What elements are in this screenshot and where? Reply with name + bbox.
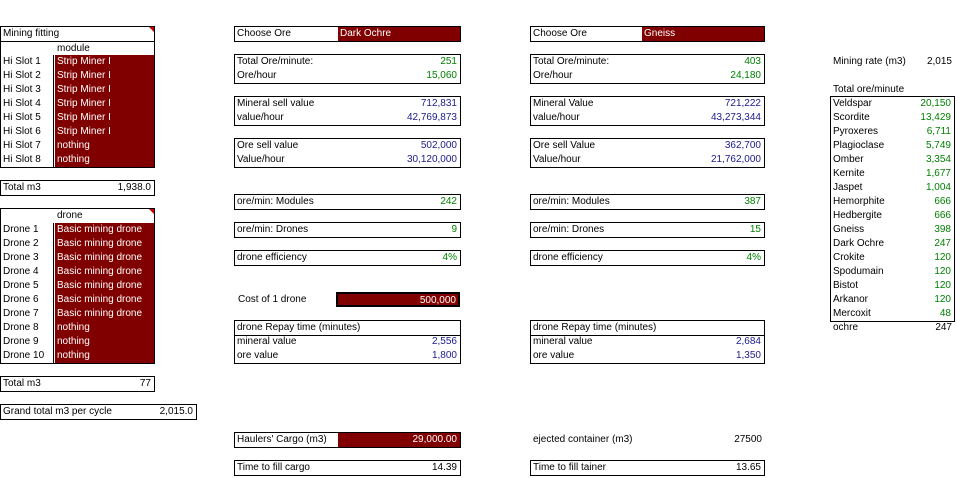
ore1-choose-box (234, 26, 461, 42)
ore-rate-row (831, 237, 954, 251)
ore2-efficiency-label: drone efficiency (533, 252, 603, 263)
ore2-value-hour-value: 43,273,344 (710, 112, 761, 123)
ore-rate-value: 120 (934, 252, 951, 263)
hi-slot-row (1, 69, 154, 83)
ore-rate-row (831, 307, 954, 321)
ore2-ore-hour-label: Ore/hour (533, 70, 573, 81)
ore-rate-name: Arkanor (833, 294, 869, 305)
ore-rate-value: 666 (934, 196, 951, 207)
comment-marker-icon (149, 209, 154, 214)
drone-divider (53, 223, 54, 363)
ore-rate-row (831, 139, 954, 153)
ore2-repay-ore-value: 1,350 (735, 350, 761, 361)
ore1-choose-label: Choose Ore (237, 28, 291, 39)
drone-slot-drone-select[interactable]: Basic mining drone (55, 293, 154, 307)
ore2-mineral-value-value: 721,222 (724, 98, 761, 109)
ore2-total-ore-min-label: Total Ore/minute: (533, 56, 610, 67)
fitting-title-row (1, 27, 154, 41)
drone-slot-row (1, 307, 154, 321)
ore-rate-value: 666 (934, 210, 951, 221)
ore1-efficiency-value: 4% (442, 252, 457, 263)
ore2-ore-value-hour-label: Value/hour (533, 154, 581, 165)
ore1-ore-value-hour-value: 30,120,000 (406, 154, 457, 165)
ore-rate-value: 6,711 (926, 126, 951, 137)
drone-slot-row (1, 223, 154, 237)
ore2-modules-label: ore/min: Modules (533, 196, 610, 207)
fill-tainer-box (530, 460, 765, 476)
ore2-modules-box (530, 194, 765, 210)
drone-slot-row (1, 293, 154, 307)
ore1-mineral-sell-label: Mineral sell value (237, 98, 315, 109)
ore1-drones-label: ore/min: Drones (237, 224, 309, 235)
ore2-ore-box (530, 54, 765, 84)
ore-rate-value: 3,354 (925, 154, 951, 165)
hi-slot-module-select[interactable]: nothing (55, 139, 154, 153)
drone-slot-label: Drone 3 (3, 252, 39, 263)
ore-rate-row (831, 97, 954, 111)
ore1-drones-value: 9 (451, 224, 457, 235)
fitting-title: Mining fitting (3, 28, 60, 39)
ore-rate-name: Hedbergite (833, 210, 882, 221)
ore2-drones-label: ore/min: Drones (533, 224, 605, 235)
extra-ore-value: 247 (935, 322, 952, 333)
ore-rate-name: Veldspar (833, 98, 872, 109)
ore2-choose-label: Choose Ore (533, 28, 587, 39)
module-header-row (1, 41, 154, 56)
ore-rate-value: 13,429 (920, 112, 951, 123)
ore1-modules-value: 242 (440, 196, 457, 207)
drone-slot-row (1, 321, 154, 335)
hi-slot-row (1, 83, 154, 97)
ore1-ore-box (234, 54, 461, 84)
ore-rate-row (831, 293, 954, 307)
ore2-mineral-value-label: Mineral Value (533, 98, 594, 109)
hi-slot-label: Hi Slot 4 (3, 98, 41, 109)
drone-slot-label: Drone 8 (3, 322, 39, 333)
hi-slot-module-select[interactable]: Strip Miner I (55, 125, 154, 139)
hi-slot-label: Hi Slot 3 (3, 84, 41, 95)
ore-rate-table (830, 96, 955, 322)
ore1-repay-box (234, 320, 461, 364)
grand-total-box (0, 404, 197, 420)
ore-rate-row (831, 209, 954, 223)
haulers-label: Haulers' Cargo (m3) (237, 434, 327, 445)
ore1-total-ore-min-label: Total Ore/minute: (237, 56, 314, 67)
ore-rate-row (831, 111, 954, 125)
drone-slot-label: Drone 10 (3, 350, 45, 361)
total-m3-value: 1,938.0 (117, 182, 151, 193)
ore1-ore-hour-label: Ore/hour (237, 70, 277, 81)
module-header: module (57, 43, 90, 54)
ore-rate-name: Pyroxeres (833, 126, 879, 137)
ore-rate-row (831, 181, 954, 195)
ore-rate-name: Crokite (833, 252, 865, 263)
ore1-repay-mineral-value: 2,556 (431, 336, 457, 347)
ore-rate-name: Scordite (833, 112, 870, 123)
ore1-modules-box (234, 194, 461, 210)
ore2-total-ore-min-value: 403 (744, 56, 761, 67)
drone-slot-row (1, 251, 154, 265)
total-m3-label: Total m3 (3, 182, 41, 193)
ore-rate-row (831, 265, 954, 279)
ore-rate-name: Jaspet (833, 182, 863, 193)
ore1-repay-mineral-label: mineral value (237, 336, 297, 347)
grand-total-label: Grand total m3 per cycle (3, 406, 112, 417)
ore1-mineral-sell-value: 712,831 (420, 98, 457, 109)
ore1-repay-ore-label: ore value (237, 350, 279, 361)
ore1-repay-ore-value: 1,800 (431, 350, 457, 361)
ore1-efficiency-box (234, 250, 461, 266)
ore1-modules-label: ore/min: Modules (237, 196, 314, 207)
ore-rate-name: Omber (833, 154, 864, 165)
hi-slot-label: Hi Slot 6 (3, 126, 41, 137)
ore2-drones-box (530, 222, 765, 238)
fitting-divider (53, 55, 54, 167)
cost-drone-input[interactable]: 500,000 (336, 292, 460, 307)
haulers-box (234, 432, 461, 448)
ore-rate-value: 5,749 (925, 140, 951, 151)
ore2-ore-sell-value: 362,700 (724, 140, 761, 151)
extra-ore-name: ochre (833, 322, 859, 333)
ore-rate-name: Plagioclase (833, 140, 885, 151)
ore2-choose-dropdown[interactable]: Gneiss (642, 27, 764, 41)
ore1-ore-sell-label: Ore sell value (237, 140, 299, 151)
ore2-choose-box (530, 26, 765, 42)
ore-rate-row (831, 223, 954, 237)
hi-slot-row (1, 153, 154, 167)
ore2-value-hour-label: value/hour (533, 112, 580, 123)
ore1-ore-sell-value: 502,000 (420, 140, 457, 151)
ore-rate-name: Hemorphite (833, 196, 885, 207)
hi-slot-label: Hi Slot 8 (3, 154, 41, 165)
drone-header-row (1, 209, 154, 223)
ore1-ore-hour-value: 15,060 (426, 70, 457, 81)
hi-slot-label: Hi Slot 7 (3, 140, 41, 151)
drone-slot-label: Drone 6 (3, 294, 39, 305)
fill-cargo-box (234, 460, 461, 476)
ore-rate-name: Mercoxit (833, 308, 871, 319)
hi-slot-row (1, 97, 154, 111)
ore1-repay-label: drone Repay time (minutes) (237, 322, 361, 333)
comment-marker-icon (149, 27, 154, 32)
ore-rate-row (831, 167, 954, 181)
ore2-ore-sell-box (530, 138, 765, 168)
ore1-efficiency-label: drone efficiency (237, 252, 307, 263)
fill-tainer-value: 13.65 (735, 462, 761, 473)
drone-slot-drone-select[interactable]: Basic mining drone (55, 237, 154, 251)
drone-total-label: Total m3 (3, 378, 41, 389)
ore2-ore-hour-value: 24,180 (730, 70, 761, 81)
ore-rate-name: Bistot (833, 280, 859, 291)
drone-slot-row (1, 349, 154, 363)
hi-slot-row (1, 111, 154, 125)
ore-rate-value: 120 (934, 280, 951, 291)
mining-rate-label: Mining rate (m3) (833, 56, 906, 67)
drone-slot-drone-select[interactable]: nothing (55, 349, 154, 363)
drone-header: drone (57, 210, 83, 221)
hi-slot-module-select[interactable]: Strip Miner I (55, 97, 154, 111)
ore2-repay-mineral-value: 2,684 (735, 336, 761, 347)
ore-rate-value: 48 (939, 308, 951, 319)
ore-rate-row (831, 125, 954, 139)
grand-total-value: 2,015.0 (159, 406, 193, 417)
ore-rate-name: Spodumain (833, 266, 884, 277)
hi-slot-row (1, 55, 154, 69)
drone-slot-drone-select[interactable]: Basic mining drone (55, 251, 154, 265)
ore1-value-hour-value: 42,769,873 (406, 112, 457, 123)
drone-slot-label: Drone 5 (3, 280, 39, 291)
drone-slot-label: Drone 1 (3, 224, 39, 235)
drone-slot-row (1, 237, 154, 251)
ore-rate-name: Gneiss (833, 224, 865, 235)
hi-slot-module-select[interactable]: Strip Miner I (55, 83, 154, 97)
ore-rate-value: 1,677 (925, 168, 951, 179)
container-value: 27500 (734, 434, 762, 445)
ore-rate-row (831, 251, 954, 265)
drone-slot-drone-select[interactable]: Basic mining drone (55, 307, 154, 321)
ore1-choose-dropdown[interactable]: Dark Ochre (338, 27, 460, 41)
total-m3-box (0, 180, 155, 196)
ore-rate-row (831, 153, 954, 167)
fill-cargo-label: Time to fill cargo (237, 462, 310, 473)
ore1-value-hour-label: value/hour (237, 112, 284, 123)
fill-cargo-value: 14.39 (431, 462, 457, 473)
hi-slot-module-select[interactable]: Strip Miner I (55, 69, 154, 83)
drone-slot-label: Drone 7 (3, 308, 39, 319)
ore-rate-value: 1,004 (925, 182, 951, 193)
ore2-repay-box (530, 320, 765, 364)
container-label: ejected container (m3) (533, 434, 633, 445)
ore-rate-value: 120 (934, 294, 951, 305)
ore2-repay-label: drone Repay time (minutes) (533, 322, 657, 333)
hi-slot-module-select[interactable]: Strip Miner I (55, 55, 154, 69)
ore-rate-value: 20,150 (920, 98, 951, 109)
hi-slot-module-select[interactable]: nothing (55, 153, 154, 167)
ore1-ore-sell-box (234, 138, 461, 168)
ore2-efficiency-box (530, 250, 765, 266)
drone-slot-row (1, 265, 154, 279)
drone-slot-row (1, 335, 154, 349)
drone-slot-drone-select[interactable]: Basic mining drone (55, 223, 154, 237)
ore2-modules-value: 387 (744, 196, 761, 207)
haulers-input[interactable]: 29,000.00 (338, 433, 460, 447)
hi-slot-module-select[interactable]: Strip Miner I (55, 111, 154, 125)
mining-rate-value: 2,015 (926, 56, 952, 67)
fill-tainer-label: Time to fill tainer (533, 462, 606, 473)
hi-slot-label: Hi Slot 5 (3, 112, 41, 123)
fitting-panel (0, 26, 155, 168)
ore-rate-name: Dark Ochre (833, 238, 885, 249)
ore2-drones-value: 15 (749, 224, 761, 235)
drone-slot-drone-select[interactable]: Basic mining drone (55, 265, 154, 279)
drone-slot-label: Drone 9 (3, 336, 39, 347)
ore1-ore-value-hour-label: Value/hour (237, 154, 285, 165)
drone-slot-label: Drone 2 (3, 238, 39, 249)
ore1-mineral-box (234, 96, 461, 126)
hi-slot-label: Hi Slot 1 (3, 56, 41, 67)
hi-slot-row (1, 125, 154, 139)
ore-rate-row (831, 195, 954, 209)
drone-slot-drone-select[interactable]: nothing (55, 335, 154, 349)
cost-drone-label: Cost of 1 drone (238, 294, 307, 305)
ore-rate-name: Kernite (833, 168, 865, 179)
ore2-repay-ore-label: ore value (533, 350, 575, 361)
ore2-efficiency-value: 4% (746, 252, 761, 263)
ore-rate-value: 120 (934, 266, 951, 277)
ore2-ore-sell-label: Ore sell Value (533, 140, 596, 151)
drone-panel (0, 208, 155, 364)
drone-slot-drone-select[interactable]: Basic mining drone (55, 279, 154, 293)
total-ore-min-header: Total ore/minute (833, 84, 905, 95)
ore2-ore-value-hour-value: 21,762,000 (710, 154, 761, 165)
ore2-repay-mineral-label: mineral value (533, 336, 593, 347)
drone-slot-row (1, 279, 154, 293)
ore-rate-row (831, 279, 954, 293)
ore2-mineral-box (530, 96, 765, 126)
hi-slot-label: Hi Slot 2 (3, 70, 41, 81)
ore-rate-value: 247 (934, 238, 951, 249)
ore1-total-ore-min-value: 251 (440, 56, 457, 67)
ore-rate-value: 398 (934, 224, 951, 235)
drone-slot-drone-select[interactable]: nothing (55, 321, 154, 335)
drone-total-value: 77 (139, 378, 151, 389)
drone-total-box (0, 376, 155, 392)
hi-slot-row (1, 139, 154, 153)
drone-slot-label: Drone 4 (3, 266, 39, 277)
ore1-drones-box (234, 222, 461, 238)
